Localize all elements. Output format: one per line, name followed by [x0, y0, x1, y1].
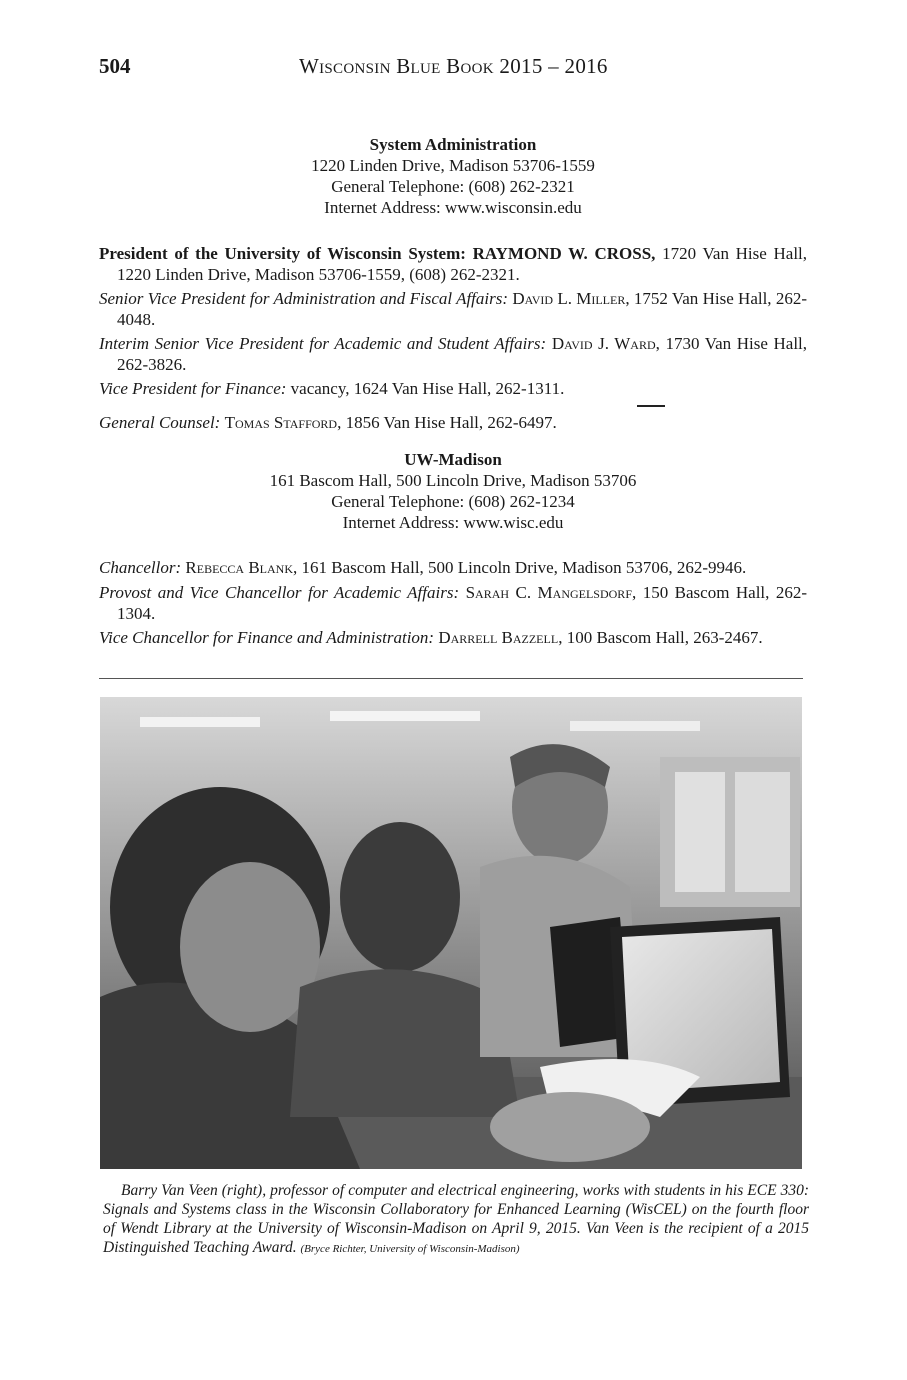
- entry-details: , 1856 Van Hise Hall, 262-6497.: [337, 413, 557, 432]
- entry-details: , 100 Bascom Hall, 263-2467.: [558, 628, 763, 647]
- page-header: [99, 54, 809, 84]
- uw-madison-internet: Internet Address: www.wisc.edu: [342, 513, 564, 532]
- entry-name: David L. Miller: [512, 289, 626, 308]
- entry-general-counsel: [99, 412, 807, 433]
- photo-caption: [103, 1181, 809, 1259]
- system-admin-heading: System Administration: [369, 135, 537, 154]
- page-number: 504: [99, 54, 131, 78]
- entry-vp-finance: [99, 378, 807, 399]
- uw-madison-address: 161 Bascom Hall, 500 Lincoln Drive, Madison 53706: [269, 471, 637, 490]
- entry-details: , 1752 Van Hise Hall, 262-4048.: [117, 289, 808, 329]
- system-admin-block: [99, 134, 807, 218]
- entry-name: Darrell Bazzell: [438, 628, 559, 647]
- photo-credit: (Bryce Richter, University of Wisconsin-Madison): [300, 1243, 520, 1255]
- entry-name: Tomas Stafford: [224, 413, 338, 432]
- entry-details: vacancy, 1624 Van Hise Hall, 262-1311.: [290, 379, 565, 398]
- entry-senior-vp-admin: [99, 288, 807, 330]
- entry-vc-finance: [99, 627, 807, 648]
- entry-title: Interim Senior Vice President for Academic and Student Affairs:: [99, 334, 547, 353]
- entry-title: Senior Vice President for Administration and Fiscal Affairs:: [99, 289, 509, 308]
- entry-title: President of the University of Wisconsin System:: [99, 244, 466, 263]
- dash-mark: [637, 405, 665, 407]
- entry-title: Chancellor:: [99, 558, 182, 577]
- entry-chancellor: [99, 557, 807, 578]
- uw-madison-heading: UW-Madison: [404, 450, 502, 469]
- classroom-photo: [100, 697, 802, 1169]
- entry-details: , 161 Bascom Hall, 500 Lincoln Drive, Madison 53706, 262-9946.: [293, 558, 747, 577]
- entry-details: , 1730 Van Hise Hall, 262-3826.: [117, 334, 808, 374]
- running-title: Wisconsin Blue Book 2015 – 2016: [299, 54, 608, 78]
- entry-details: , 150 Bascom Hall, 262-1304.: [117, 583, 808, 623]
- entry-name: RAYMOND W. CROSS,: [472, 244, 656, 263]
- entry-president: [99, 243, 807, 285]
- entry-interim-senior-vp: [99, 333, 807, 375]
- entry-name: Rebecca Blank: [185, 558, 293, 577]
- entry-title: Vice President for Finance:: [99, 379, 287, 398]
- entry-name: David J. Ward: [551, 334, 656, 353]
- entry-title: General Counsel:: [99, 413, 221, 432]
- system-admin-internet: Internet Address: www.wisconsin.edu: [324, 198, 582, 217]
- system-admin-telephone: General Telephone: (608) 262-2321: [331, 177, 575, 196]
- entry-details: 1720 Van Hise Hall, 1220 Linden Drive, Madison 53706-1559, (608) 262-2321.: [117, 244, 808, 284]
- system-admin-address: 1220 Linden Drive, Madison 53706-1559: [311, 156, 595, 175]
- entry-title: Vice Chancellor for Finance and Administration:: [99, 628, 435, 647]
- uw-madison-telephone: General Telephone: (608) 262-1234: [331, 492, 575, 511]
- entry-name: Sarah C. Mangelsdorf: [465, 583, 632, 602]
- entry-title: Provost and Vice Chancellor for Academic Affairs:: [99, 583, 460, 602]
- entry-provost: [99, 582, 807, 624]
- caption-text: Barry Van Veen (right), professor of computer and electrical engineering, works with students in his ECE 330: Signals and Systems class in the Wisconsin Collaboratory for Enhanced Learning (WisCEL) on the fourth floor of Wendt Library at the University of Wisconsin-Madison on April 9, 2015. Van Veen is the recipient of a 2015 Distinguished Teaching Award.: [103, 1182, 809, 1256]
- uw-madison-block: [99, 449, 807, 533]
- section-divider: [99, 678, 803, 679]
